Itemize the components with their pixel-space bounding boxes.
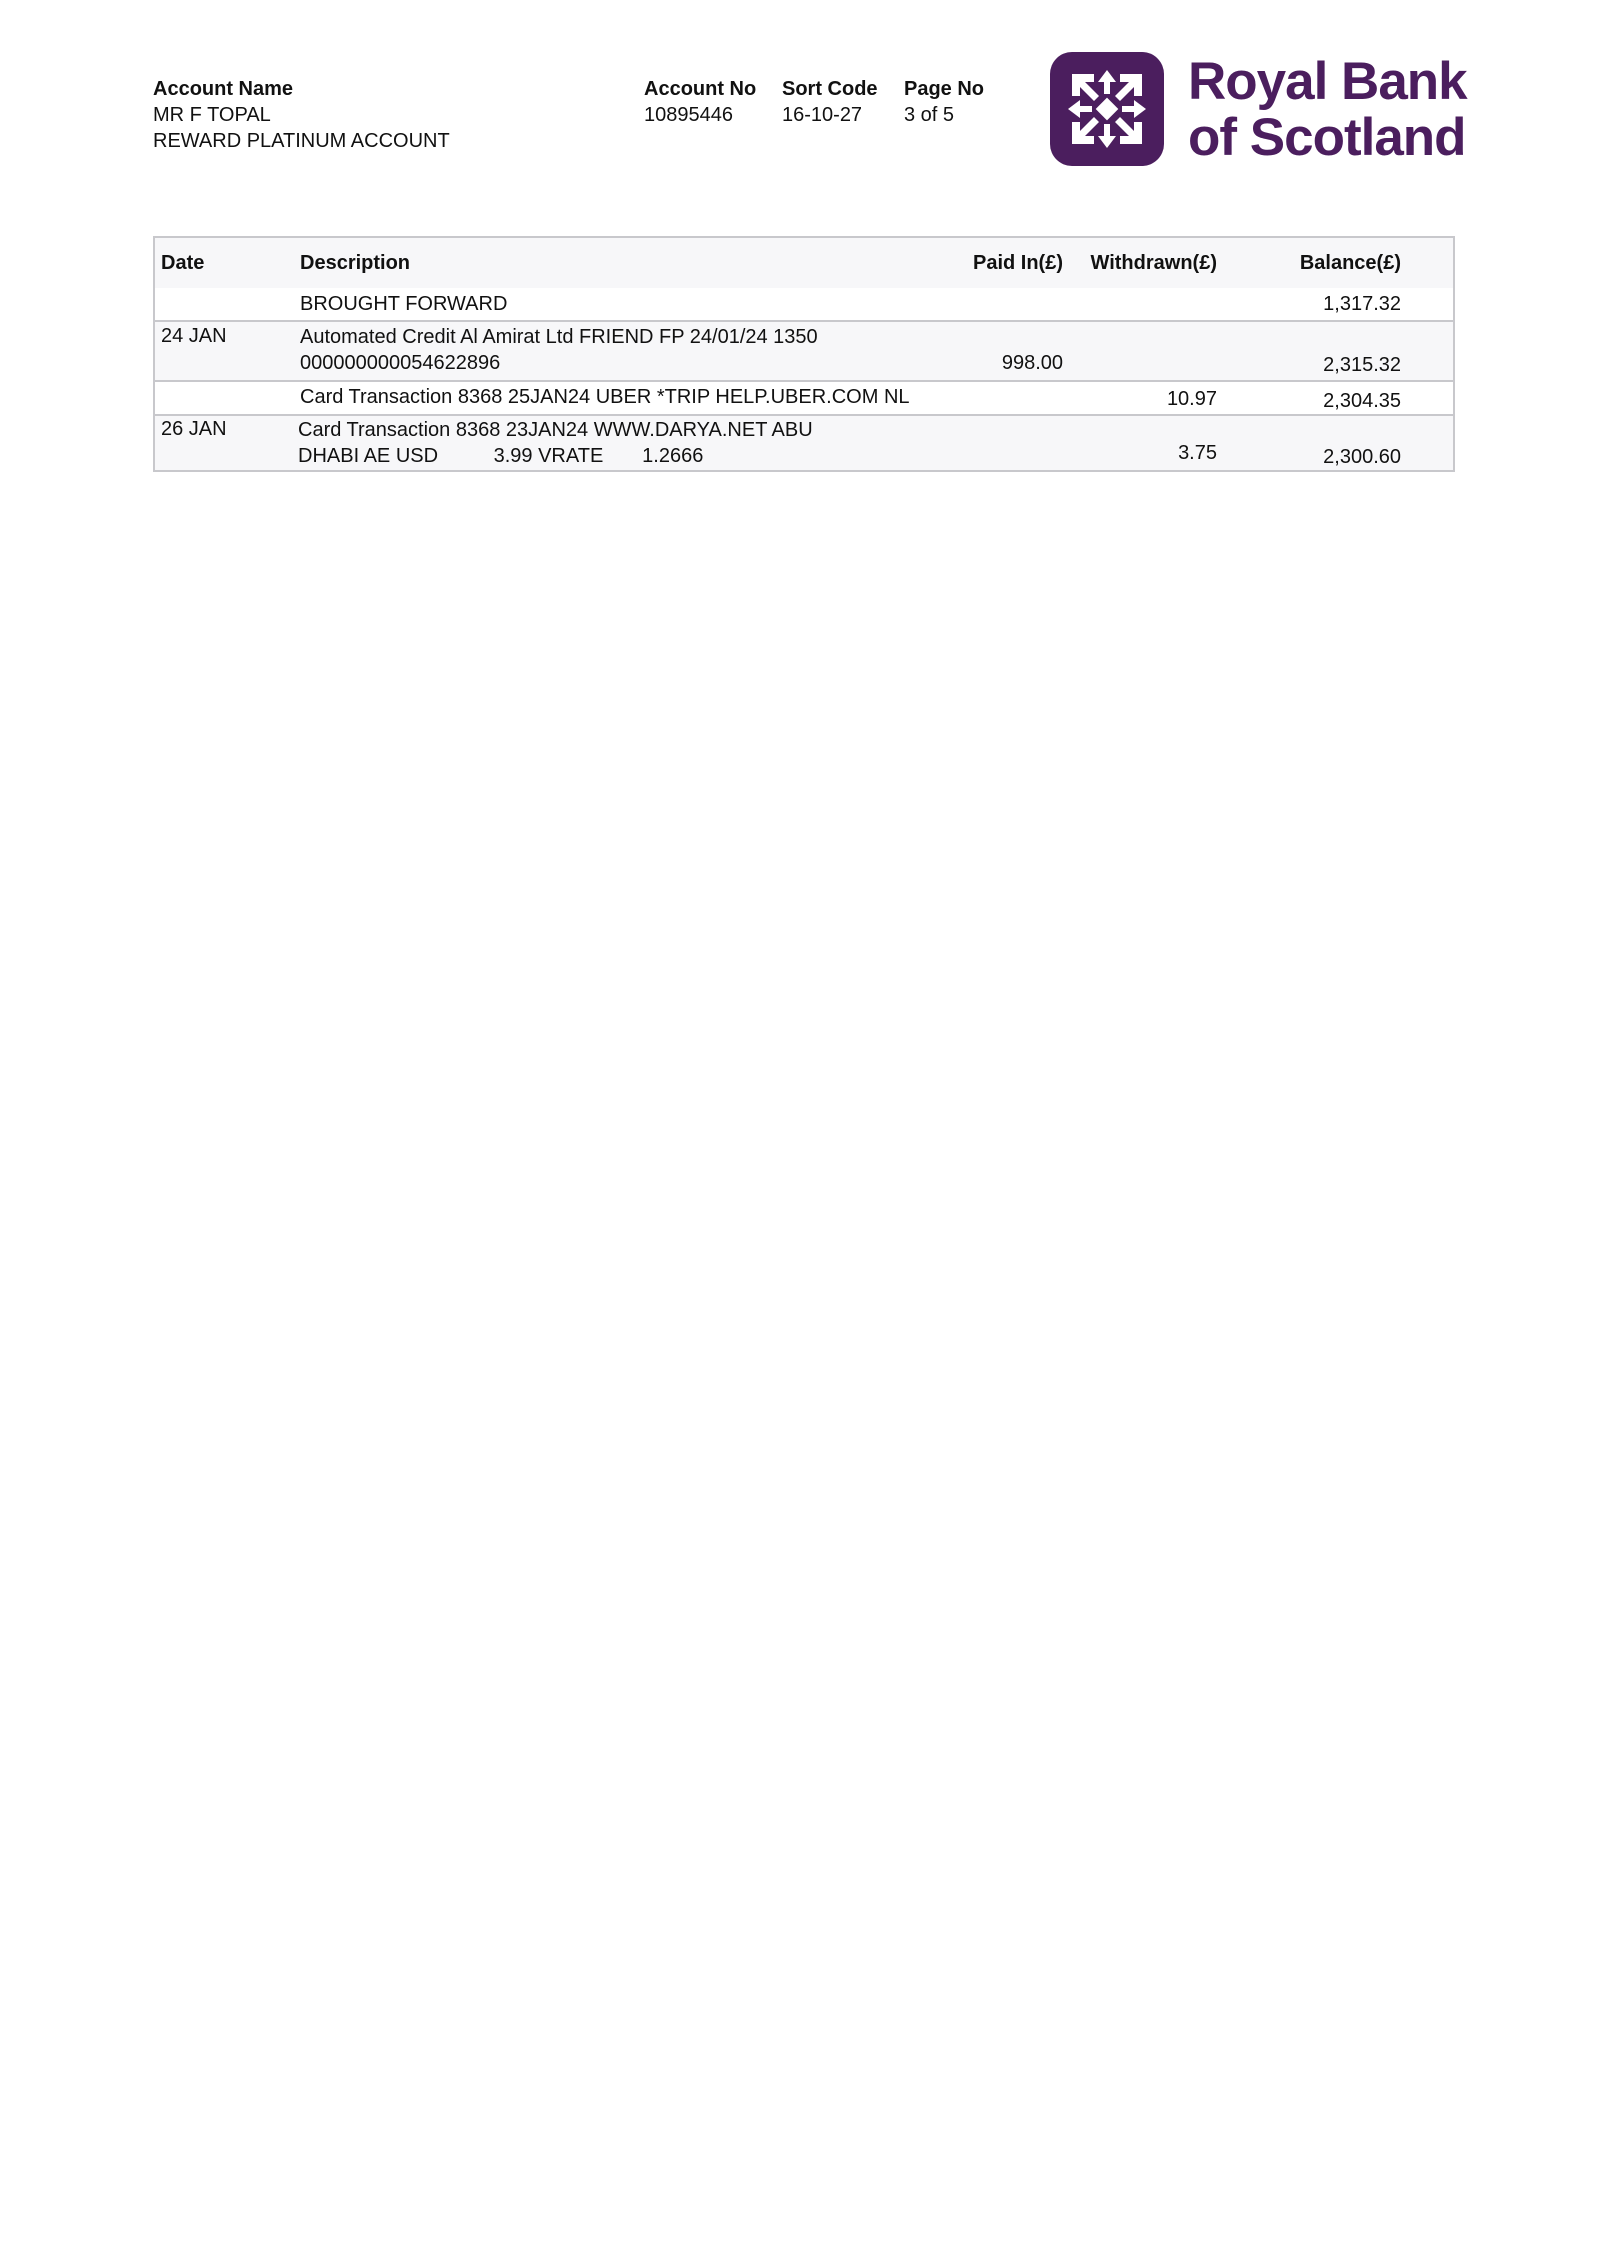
row-balance: 2,304.35 (1323, 390, 1401, 412)
bank-logo (1050, 52, 1467, 170)
table-row (155, 320, 1453, 380)
account-name-label: Account Name (153, 78, 294, 100)
account-number-label: Account No (644, 78, 757, 100)
column-header-withdrawn: Withdrawn(£) (1090, 252, 1217, 274)
column-header-description: Description (300, 252, 411, 274)
account-number: 10895446 (644, 104, 733, 126)
row-description: Card Transaction 8368 25JAN24 UBER *TRIP HELP.UBER.COM NL (300, 386, 910, 408)
table-row (155, 380, 1453, 414)
row-balance: 2,315.32 (1323, 354, 1401, 376)
logo-text-line2: of Scotland (1188, 108, 1466, 167)
row-date: 24 JAN (161, 325, 227, 347)
row-withdrawn: 10.97 (1166, 388, 1217, 410)
sort-code: 16-10-27 (782, 104, 863, 126)
row-balance: 2,300.60 (1323, 446, 1401, 468)
account-type: REWARD PLATINUM ACCOUNT (153, 130, 450, 152)
sort-code-block (782, 76, 878, 128)
row-balance: 1,317.32 (1323, 293, 1401, 315)
column-header-balance: Balance(£) (1299, 252, 1401, 274)
logo-text-line1: Royal Bank (1188, 52, 1467, 111)
account-number-block (644, 76, 756, 128)
row-description-line1: Automated Credit Al Amirat Ltd FRIEND FP 24/01/24 1350 (300, 326, 818, 348)
page-number: 3 of 5 (904, 104, 955, 126)
row-date: 26 JAN (161, 418, 227, 440)
daisy-wheel-logo-icon (1050, 52, 1164, 166)
column-header-paid-in: Paid In(£) (972, 252, 1063, 274)
column-header-date: Date (161, 252, 205, 274)
transactions-table (153, 236, 1455, 472)
table-row (155, 288, 1453, 320)
row-description: BROUGHT FORWARD (300, 293, 508, 315)
account-holder-name: MR F TOPAL (153, 104, 271, 126)
page-number-label: Page No (904, 78, 985, 100)
row-withdrawn: 3.75 (1178, 442, 1217, 464)
row-description-line2: DHABI AE USD 3.99 VRATE 1.2666 (298, 445, 704, 467)
row-description-line1: Card Transaction 8368 23JAN24 WWW.DARYA.NET ABU (298, 419, 813, 441)
account-name-block (153, 76, 450, 154)
sort-code-label: Sort Code (782, 78, 878, 100)
table-header-row (155, 238, 1453, 288)
page-number-block (904, 76, 984, 128)
row-paid-in: 998.00 (1001, 352, 1063, 374)
row-description-line2: 000000000054622896 (300, 352, 501, 374)
table-row (155, 414, 1453, 470)
